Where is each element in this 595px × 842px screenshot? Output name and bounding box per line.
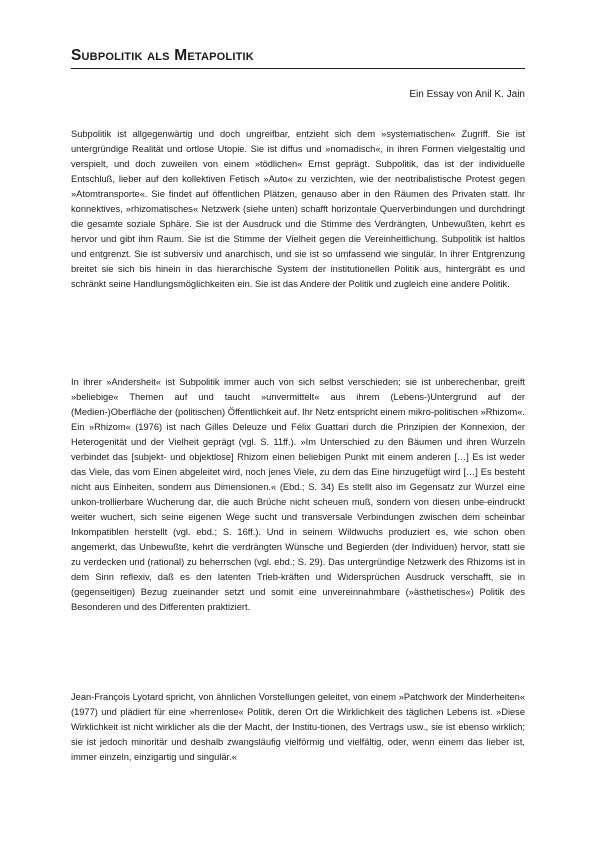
author-byline: Ein Essay von Anil K. Jain <box>409 89 525 100</box>
paragraph-2: In ihrer »Andersheit« ist Subpolitik immer auch von sich selbst verschieden; sie ist unberechenbar, greift »beliebige« Themen auf und taucht »unvermittelt« aus ihrem (Lebens-)Untergrund auf der (Medien-)Oberfläche der (politischen) Öffentlichkeit auf. Ihr Netz entspricht einem mikro-politischen »Rhizom«. Ein »Rhizom« (1976) ist nach Gilles Deleuze und Félix Guattari durch die Prinzipien der Konnexion, der Heterogenität und der Vielheit geprägt (vgl. S. 11ff.). »Im Unterschied zu den Bäumen und ihren Wurzeln verbindet das [subjekt- und objektlose] Rhizom einen beliebigen Punkt mit einem anderen […] Es ist weder das Viele, das vom Einen abgeleitet wird, noch jenes Viele, zu dem das Eine hinzugefügt wird […] Es besteht nicht aus Einheiten, sondern aus Dimensionen.« (Ebd.; S. 34) Es stellt also im Gegensatz zur Wurzel eine unkon-trollierbare Wucherung dar, die auch Brüche nicht scheuen muß, sondern von diesen unbe-eindruckt weiter wuchert, sich seine eigenen Wege sucht und transversale Verbindungen zwischen dem scheinbar Inkompatiblen herstellt (vgl. ebd.; S. 16ff.). Und in seinem Wildwuchs produziert es, wie schon oben angemerkt, das Unbewußte, kehrt die verdrängten Wünsche und Begierden (der Individuen) hervor, statt sie zu verdecken und (rational) zu beherrschen (vgl. ebd.; S. 29). Das untergründige Netzwerk des Rhizoms ist in dem Sinn reflexiv, daß es den latenten Trieb-kräften und Widersprüchen Ausdruck verschafft, sie in (gegenseitigen) Bezug zueinander setzt und somit eine unvereinnahmbare (»ästhetisches«) Politik des Besonderen und des Differenten praktiziert. <box>71 377 525 612</box>
paragraph-3: Jean-François Lyotard spricht, von ähnlichen Vorstellungen geleitet, von einem »Patchwork der Minderheiten« (1977) und plädiert für eine »herrenlose« Politik, deren Ort die Wirklichkeit des täglichen Lebens ist. »Diese Wirklichkeit ist nicht wirklicher als die der Macht, der Institu-tionen, des Vertrags usw., sie ist ebenso wirklich; sie ist jedoch minoritär und deshalb zwangsläufig vielförmig und vielfältig, oder, wenn einem das lieber ist, immer einzeln, einzigartig und singulär.« <box>71 692 525 762</box>
title-underline <box>71 68 525 69</box>
page-title: Subpolitik als Metapolitik <box>71 47 254 64</box>
paragraph-1: Subpolitik ist allgegenwärtig und doch ungreifbar, entzieht sich dem »systematischen« Zugriff. Sie ist untergründige Realität und ortlose Utopie. Sie ist diffus und »nomadisch«, in ihren Formen vielgestaltig und verspielt, und doch zuweilen von einem »tödlichen« Ernst geprägt. Subpolitik, das ist der individuelle Entschluß, lieber auf den kollektiven Fetisch »Auto« zu verzichten, wie der neotribalistische Protest gegen »Atomtransporte«. Sie findet auf öffentlichen Plätzen, genauso aber in den Räumen des Privaten statt. Ihr konnektives, »rhizomatisches« Netzwerk (siehe unten) schafft horizontale Querverbindungen und durchdringt die gesamte soziale Sphäre. Sie ist der Ausdruck und die Stimme des Verdrängten, Unbewußten, kehrt es hervor und gibt ihm Raum. Sie ist die Stimme der Vielheit gegen die Vereinheitlichung. Subpolitik ist haltlos und entgrenzt. Sie ist subversiv und anarchisch, und sie ist so umfassend wie singulär. In ihrer Entgrenzung breitet sie sich bis hinein in das hierarchische System der institutionellen Politik aus, hintergräbt es und schränkt seine Handlungsmöglichkeiten ein. Sie ist das Andere der Politik und zugleich eine andere Politik. <box>71 129 525 289</box>
document-page <box>71 0 525 842</box>
